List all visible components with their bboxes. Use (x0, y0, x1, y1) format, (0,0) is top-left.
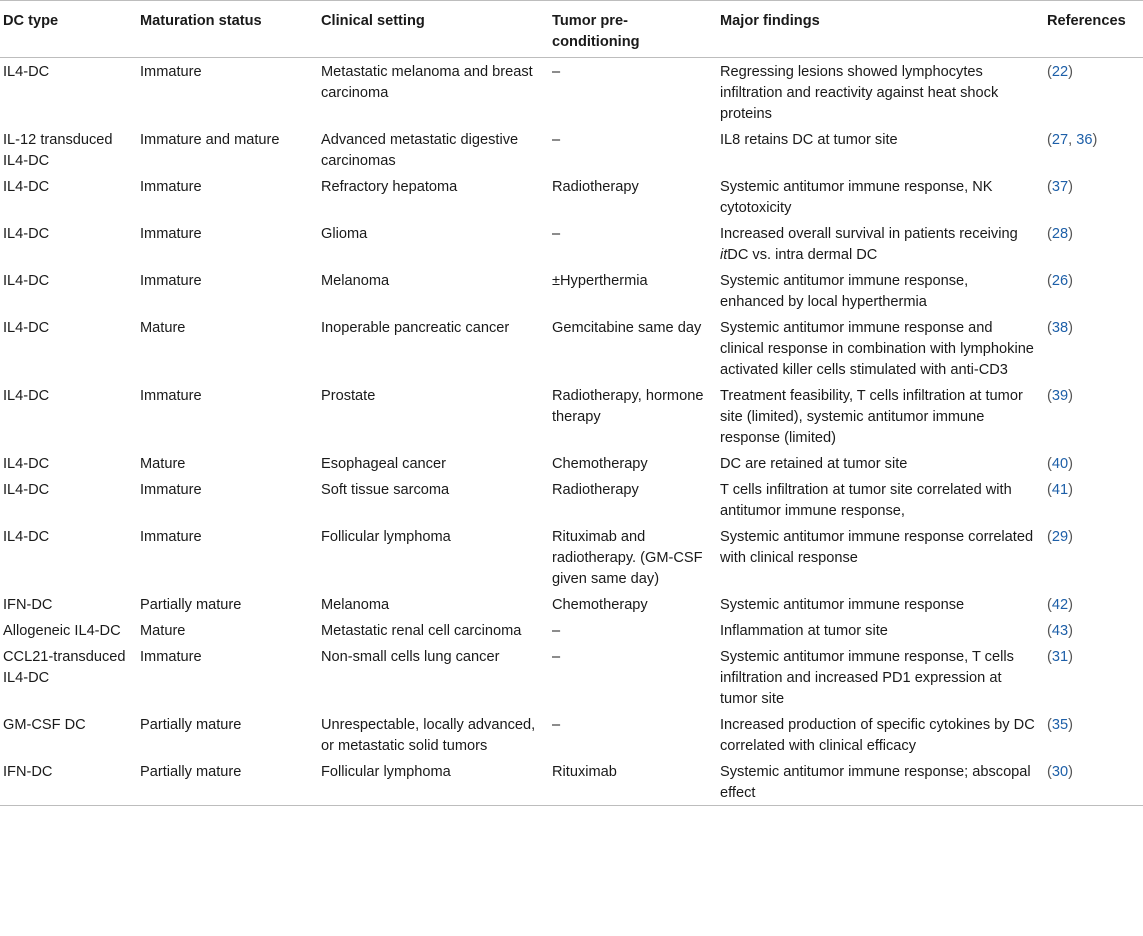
cell-references: (38) (1047, 320, 1073, 336)
cell-major-findings: Inflammation at tumor site (720, 623, 888, 639)
cell-clinical-setting: Inoperable pancreatic cancer (321, 320, 510, 336)
cell-references: (22) (1047, 64, 1073, 80)
cell-major-findings: Increased overall survival in patients receiving itDC vs. intra dermal DC (720, 226, 1018, 263)
cell-maturation-status: Immature (140, 226, 202, 242)
cell-tumor-preconditioning: Chemotherapy (552, 597, 648, 613)
cell-clinical-setting: Prostate (321, 388, 376, 404)
table-row (0, 617, 1143, 643)
cell-tumor-preconditioning: – (552, 64, 561, 80)
cell-dc-type: IFN-DC (3, 597, 53, 613)
table-row (0, 758, 1143, 806)
table-row (0, 267, 1143, 314)
reference-link[interactable]: 39 (1051, 388, 1069, 404)
cell-tumor-preconditioning: Radiotherapy (552, 482, 639, 498)
cell-clinical-setting: Refractory hepatoma (321, 179, 458, 195)
cell-major-findings: Systemic antitumor immune response, NK cytotoxicity (720, 179, 993, 216)
cell-major-findings: Systemic antitumor immune response correlated with clinical response (720, 529, 1034, 566)
cell-references: (37) (1047, 179, 1073, 195)
cell-tumor-preconditioning: – (552, 226, 561, 242)
cell-references: (39) (1047, 388, 1073, 404)
table-row (0, 58, 1143, 127)
cell-major-findings: T cells infiltration at tumor site correlated with antitumor immune response, (720, 482, 1012, 519)
cell-clinical-setting: Follicular lymphoma (321, 529, 451, 545)
cell-clinical-setting: Metastatic melanoma and breast carcinoma (321, 64, 533, 101)
cell-dc-type: IL4-DC (3, 482, 50, 498)
cell-clinical-setting: Melanoma (321, 273, 390, 289)
cell-major-findings: Treatment feasibility, T cells infiltration at tumor site (limited), systemic antitumor immune response (limited) (720, 388, 1023, 446)
cell-clinical-setting: Non-small cells lung cancer (321, 649, 500, 665)
table-row (0, 382, 1143, 450)
cell-tumor-preconditioning: Gemcitabine same day (552, 320, 702, 336)
reference-link[interactable]: 27 (1051, 132, 1069, 148)
table-row (0, 314, 1143, 382)
cell-maturation-status: Immature (140, 64, 202, 80)
cell-tumor-preconditioning: Rituximab (549, 758, 717, 806)
cell-tumor-preconditioning: – (552, 717, 561, 733)
table-body (0, 58, 1143, 806)
header-major-findings: Major findings (717, 1, 1044, 58)
cell-references: (30) (1044, 758, 1143, 806)
cell-dc-type: GM-CSF DC (3, 717, 86, 733)
cell-tumor-preconditioning: Radiotherapy (552, 179, 639, 195)
cell-maturation-status: Partially mature (140, 597, 242, 613)
cell-dc-type: IL4-DC (3, 179, 50, 195)
header-references: References (1044, 1, 1143, 58)
cell-references: (42) (1047, 597, 1073, 613)
cell-maturation-status: Immature (140, 529, 202, 545)
cell-major-findings: Systemic antitumor immune response; abscopal effect (717, 758, 1044, 806)
table-row (0, 126, 1143, 173)
reference-link[interactable]: 43 (1051, 623, 1069, 639)
table-row (0, 220, 1143, 267)
cell-tumor-preconditioning: Rituximab and radiotherapy. (GM-CSF given same day) (552, 529, 703, 587)
cell-maturation-status: Partially mature (137, 758, 318, 806)
reference-link[interactable]: 36 (1076, 132, 1093, 148)
cell-references: (26) (1047, 273, 1073, 289)
header-row (0, 1, 1143, 58)
reference-link[interactable]: 29 (1051, 529, 1069, 545)
cell-dc-type: CCL21-transduced IL4-DC (3, 649, 126, 686)
cell-clinical-setting: Soft tissue sarcoma (321, 482, 450, 498)
cell-clinical-setting: Follicular lymphoma (318, 758, 549, 806)
cell-tumor-preconditioning: – (552, 649, 561, 665)
cell-tumor-preconditioning: – (552, 132, 561, 148)
cell-references: (27, 36) (1047, 132, 1098, 148)
header-tumor-preconditioning: Tumor pre-conditioning (549, 1, 717, 58)
cell-references: (35) (1047, 717, 1073, 733)
table-row (0, 711, 1143, 758)
table-row (0, 643, 1143, 711)
header-clinical-setting: Clinical setting (318, 1, 549, 58)
cell-major-findings: Increased production of specific cytokines by DC correlated with clinical efficacy (720, 717, 1035, 754)
cell-clinical-setting: Unrespectable, locally advanced, or metastatic solid tumors (321, 717, 536, 754)
cell-major-findings: DC are retained at tumor site (720, 456, 908, 472)
cell-clinical-setting: Melanoma (321, 597, 390, 613)
cell-references: (40) (1047, 456, 1073, 472)
cell-references: (41) (1047, 482, 1073, 498)
cell-tumor-preconditioning: – (552, 623, 561, 639)
table-row (0, 591, 1143, 617)
cell-dc-type: IL4-DC (3, 64, 50, 80)
cell-maturation-status: Immature (140, 273, 202, 289)
cell-maturation-status: Immature (140, 388, 202, 404)
cell-dc-type: IL-12 transduced IL4-DC (3, 132, 113, 169)
cell-dc-type: IL4-DC (3, 388, 50, 404)
cell-references: (31) (1047, 649, 1073, 665)
cell-references: (43) (1047, 623, 1073, 639)
header-dc-type: DC type (0, 1, 137, 58)
cell-clinical-setting: Glioma (321, 226, 368, 242)
reference-link[interactable]: 31 (1051, 649, 1069, 665)
header-maturation-status: Maturation status (137, 1, 318, 58)
cell-dc-type: IL4-DC (3, 226, 50, 242)
cell-maturation-status: Mature (140, 456, 186, 472)
reference-link[interactable]: 37 (1051, 179, 1069, 195)
table-row (0, 450, 1143, 476)
cell-maturation-status: Mature (140, 623, 186, 639)
cell-clinical-setting: Esophageal cancer (321, 456, 446, 472)
cell-maturation-status: Immature (140, 179, 202, 195)
cell-major-findings: Systemic antitumor immune response, enhanced by local hyperthermia (720, 273, 969, 310)
reference-link[interactable]: 41 (1051, 482, 1069, 498)
cell-dc-type: IFN-DC (0, 758, 137, 806)
cell-dc-type: IL4-DC (3, 529, 50, 545)
reference-link[interactable]: 38 (1051, 320, 1069, 336)
reference-link[interactable]: 30 (1051, 764, 1069, 780)
cell-dc-type: IL4-DC (3, 320, 50, 336)
cell-references: (28) (1047, 226, 1073, 242)
cell-major-findings: Regressing lesions showed lymphocytes infiltration and reactivity against heat shock proteins (720, 64, 999, 122)
cell-major-findings: Systemic antitumor immune response (720, 597, 965, 613)
cell-dc-type: IL4-DC (3, 273, 50, 289)
table-row (0, 476, 1143, 523)
cell-dc-type: IL4-DC (3, 456, 50, 472)
cell-major-findings: Systemic antitumor immune response and clinical response in combination with lymphokine activated killer cells stimulated with anti-CD3 (720, 320, 1034, 378)
table-row (0, 173, 1143, 220)
reference-link[interactable]: 26 (1051, 273, 1069, 289)
table-header (0, 1, 1143, 58)
reference-link[interactable]: 35 (1051, 717, 1069, 733)
cell-maturation-status: Partially mature (140, 717, 242, 733)
cell-dc-type: Allogeneic IL4-DC (3, 623, 121, 639)
cell-tumor-preconditioning: Radiotherapy, hormone therapy (552, 388, 704, 425)
cell-maturation-status: Mature (140, 320, 186, 336)
reference-link[interactable]: 40 (1051, 456, 1069, 472)
cell-maturation-status: Immature and mature (140, 132, 280, 148)
cell-tumor-preconditioning: Chemotherapy (552, 456, 648, 472)
cell-tumor-preconditioning: ±Hyperthermia (552, 273, 648, 289)
cell-clinical-setting: Metastatic renal cell carcinoma (321, 623, 522, 639)
cell-major-findings: IL8 retains DC at tumor site (720, 132, 898, 148)
cell-maturation-status: Immature (140, 649, 202, 665)
reference-link[interactable]: 22 (1051, 64, 1069, 80)
cell-major-findings: Systemic antitumor immune response, T cells infiltration and increased PD1 expression at tumor site (720, 649, 1014, 707)
cell-maturation-status: Immature (140, 482, 202, 498)
cell-references: (29) (1047, 529, 1073, 545)
reference-link[interactable]: 28 (1051, 226, 1069, 242)
reference-link[interactable]: 42 (1051, 597, 1069, 613)
cell-clinical-setting: Advanced metastatic digestive carcinomas (321, 132, 519, 169)
table-row (0, 523, 1143, 591)
